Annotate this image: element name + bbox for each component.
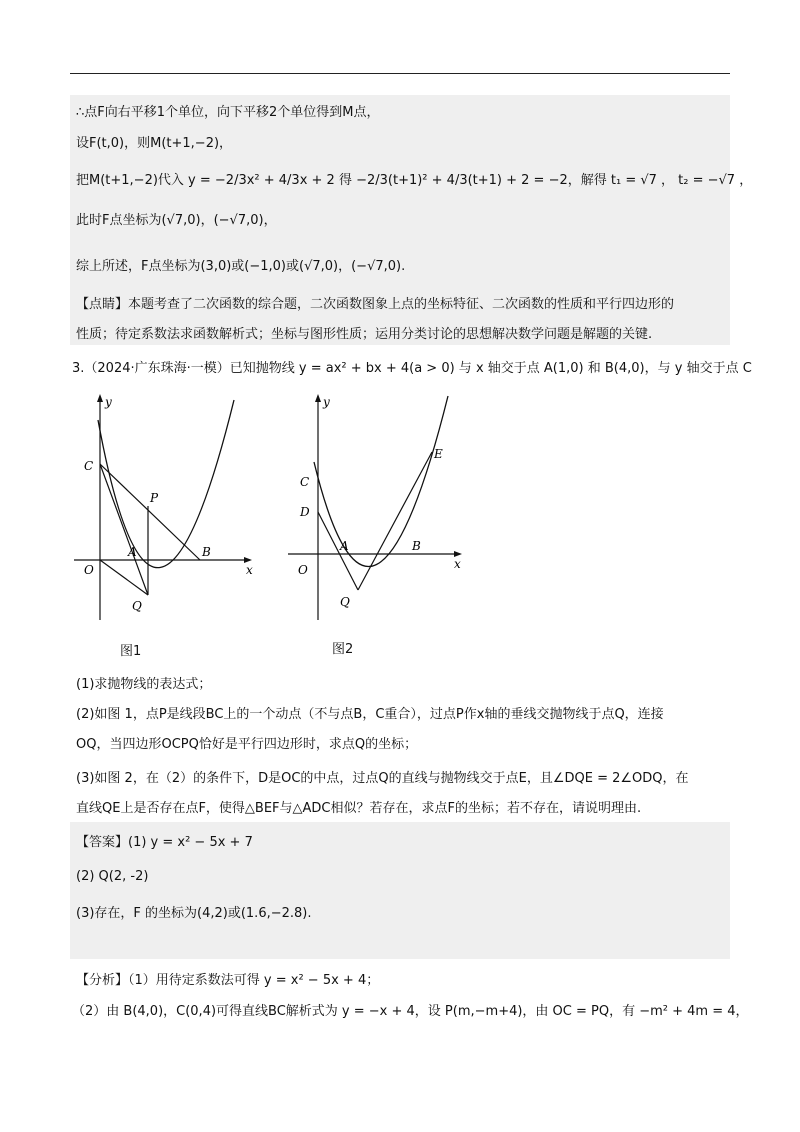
solution-line: ∴点F向右平移1个单位，向下平移2个单位得到M点， — [76, 105, 380, 120]
segment-QE — [358, 452, 432, 590]
question-2: OQ，当四边形OCPQ恰好是平行四边形时，求点Q的坐标； — [76, 737, 418, 752]
label-E: E — [434, 447, 443, 461]
label-y: y — [105, 395, 112, 409]
solution-line: 把M(t+1,−2)代入 y = −2/3x² + 4/3x + 2 得 −2/3(t+1)² + 4/3(t+1) + 2 = −2，解得 t₁ = √7 ， t₂ = −√7 ， — [76, 173, 753, 188]
label-A: A — [128, 545, 137, 559]
label-O: O — [84, 563, 94, 577]
label-y: y — [323, 395, 330, 409]
answer-2: (2) Q(2, -2) — [76, 869, 149, 884]
question-3: 直线QE上是否存在点F，使得△BEF与△ADC相似？若存在，求点F的坐标；若不存在，请说明理由. — [76, 801, 642, 816]
solution-line: 设F(t,0)，则M(t+1,−2)， — [76, 136, 233, 151]
figure-1 — [70, 390, 260, 630]
figure-2-caption: 图2 — [332, 642, 354, 657]
label-A: A — [340, 539, 349, 553]
answer-1: 【答案】(1) y = x² − 5x + 7 — [76, 835, 253, 850]
label-Q: Q — [340, 595, 350, 609]
analysis-line: 【分析】（1）用待定系数法可得 y = x² − 5x + 4； — [76, 973, 380, 988]
parabola-curve — [314, 396, 448, 567]
figure-1-caption: 图1 — [120, 644, 142, 659]
label-Q: Q — [132, 599, 142, 613]
segment-CQ — [100, 464, 148, 595]
solution-line: 综上所述，F点坐标为(3,0)或(−1,0)或(√7,0)，(−√7,0). — [76, 259, 406, 274]
solution-line: 此时F点坐标为(√7,0)，(−√7,0)， — [76, 213, 277, 228]
label-C: C — [84, 459, 94, 473]
header-rule — [70, 73, 730, 74]
label-C: C — [300, 475, 310, 489]
figure-2 — [280, 390, 470, 630]
label-B: B — [202, 545, 211, 559]
label-O: O — [298, 563, 308, 577]
label-D: D — [300, 505, 310, 519]
label-x: x — [454, 557, 461, 571]
y-axis-arrow-icon — [315, 394, 321, 402]
segment-CB — [100, 464, 200, 560]
comment-line: 性质；待定系数法求函数解析式；坐标与图形性质；运用分类讨论的思想解决数学问题是解题的关键. — [76, 327, 653, 342]
problem-stem: 3.（2024·广东珠海·一模）已知抛物线 y = ax² + bx + 4(a > 0) 与 x 轴交于点 A(1,0) 和 B(4,0)，与 y 轴交于点 C — [72, 361, 752, 376]
question-2: (2)如图 1，点P是线段BC上的一个动点（不与点B，C重合），过点P作x轴的垂线交抛物线于点Q，连接 — [76, 707, 664, 722]
label-P: P — [150, 491, 159, 505]
segment-DQ — [318, 512, 358, 590]
question-3: (3)如图 2，在（2）的条件下，D是OC的中点，过点Q的直线与抛物线交于点E，且∠DQE = 2∠ODQ，在 — [76, 771, 689, 786]
question-1: (1)求抛物线的表达式； — [76, 677, 212, 692]
y-axis-arrow-icon — [97, 394, 103, 402]
parabola-curve — [98, 400, 234, 568]
analysis-line: （2）由 B(4,0)，C(0,4)可得直线BC解析式为 y = −x + 4，设 P(m,−m+4)，由 OC = PQ，有 −m² + 4m = 4， — [72, 1004, 749, 1019]
comment-line: 【点睛】本题考查了二次函数的综合题，二次函数图象上点的坐标特征、二次函数的性质和平行四边形的 — [76, 297, 675, 312]
label-x: x — [246, 563, 253, 577]
segment-OQ — [100, 560, 148, 595]
label-B: B — [412, 539, 421, 553]
answer-3: (3)存在，F 的坐标为(4,2)或(1.6,−2.8). — [76, 906, 312, 921]
